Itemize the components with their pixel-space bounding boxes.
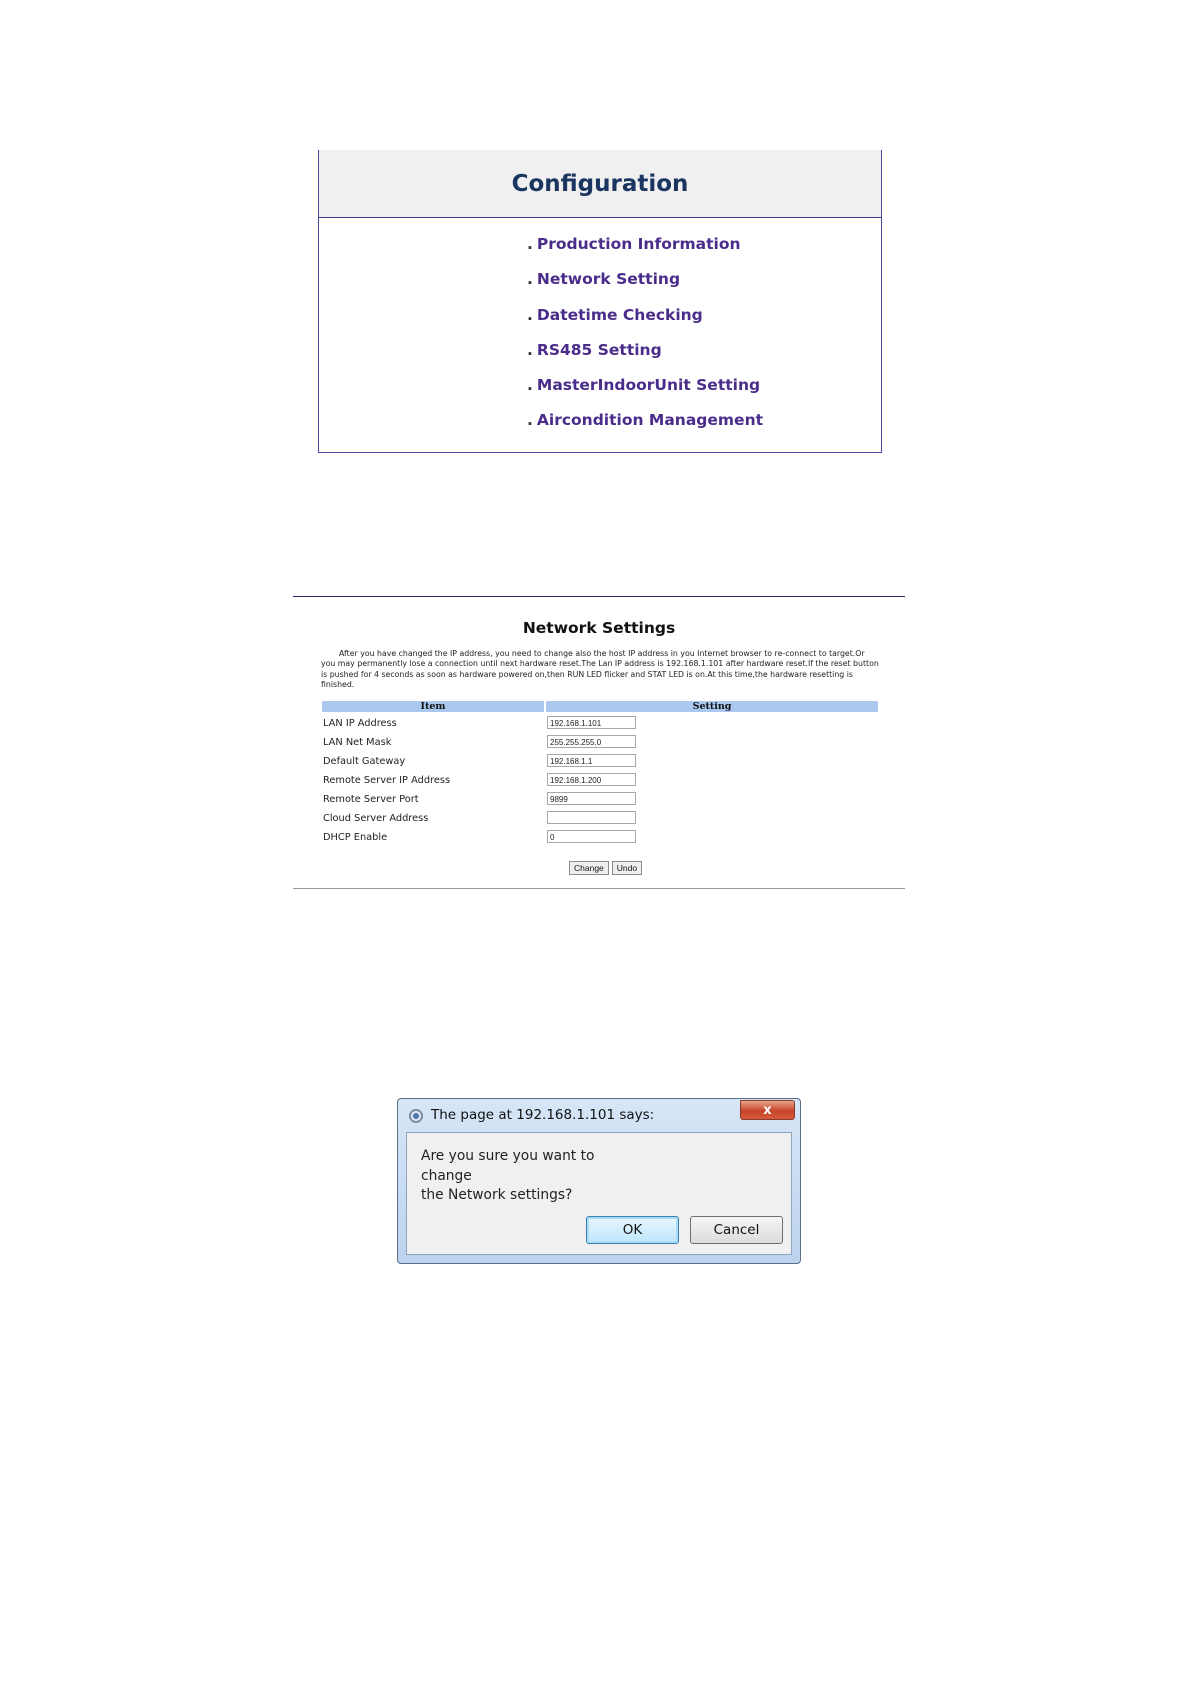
change-button[interactable]: Change [569, 861, 609, 875]
remote-server-ip-input[interactable]: 192.168.1.200 [547, 773, 636, 786]
table-row [322, 829, 878, 848]
dialog-message-line: Are you sure you want to change [421, 1148, 595, 1184]
menu-item-masterindoorunit-setting[interactable] [527, 376, 763, 411]
lan-ip-address-input[interactable]: 192.168.1.101 [547, 716, 636, 729]
network-settings-title: Network Settings [522, 619, 676, 637]
menu-item-production-information[interactable] [527, 235, 763, 270]
bullet: . [527, 376, 533, 395]
lan-ip-address-label: LAN IP Address [323, 718, 397, 729]
menu-item-datetime-checking[interactable] [527, 306, 763, 341]
cloud-server-address-label: Cloud Server Address [323, 813, 429, 824]
configuration-menu [527, 235, 763, 447]
dialog-title: The page at 192.168.1.101 says: [431, 1107, 655, 1123]
undo-button[interactable]: Undo [612, 861, 642, 875]
confirm-dialog [397, 1098, 801, 1264]
remote-server-port-input[interactable]: 9899 [547, 792, 636, 805]
cancel-button[interactable]: Cancel [690, 1216, 783, 1244]
ok-button[interactable]: OK [586, 1216, 679, 1244]
configuration-panel [318, 150, 882, 453]
remote-server-port-label: Remote Server Port [323, 794, 419, 805]
configuration-title: Configuration [511, 170, 689, 197]
network-settings-description: After you have changed the IP address, you need to change also the host IP address in you Internet browser to re-connect to target.Or you may permanently lose a connection until next hardware reset.The Lan IP address is 192.168.1.101 after hardware reset.If the reset button is pushed for 4 seconds as soon as hardware powered on,then RUN LED flicker and STAT LED is on.At this time,the hardware resetting is finished. [321, 649, 879, 689]
menu-item-label: Network Setting [536, 270, 681, 289]
close-button[interactable] [740, 1100, 795, 1120]
default-gateway-input[interactable]: 192.168.1.1 [547, 754, 636, 767]
default-gateway-label: Default Gateway [323, 756, 406, 767]
settings-table-header [322, 701, 878, 712]
table-row [322, 753, 878, 772]
browser-icon [409, 1109, 423, 1123]
menu-item-label: Aircondition Management [536, 411, 764, 430]
dialog-body [406, 1132, 792, 1255]
dialog-titlebar[interactable] [398, 1099, 800, 1131]
close-icon: x [763, 1103, 772, 1118]
configuration-header [319, 150, 881, 218]
menu-item-rs485-setting[interactable] [527, 341, 763, 376]
table-row [322, 772, 878, 791]
lan-net-mask-label: LAN Net Mask [323, 737, 392, 748]
column-header-item: Item [322, 701, 544, 712]
table-row [322, 810, 878, 829]
menu-item-label: Production Information [536, 235, 741, 253]
menu-item-label: Datetime Checking [536, 305, 703, 324]
network-actions [569, 861, 642, 875]
remote-server-ip-label: Remote Server IP Address [323, 775, 451, 786]
menu-item-aircondition-management[interactable] [527, 411, 763, 446]
table-row [322, 791, 878, 810]
lan-net-mask-input[interactable]: 255.255.255.0 [547, 735, 636, 748]
bullet: . [527, 235, 533, 253]
bullet: . [527, 305, 533, 324]
settings-table [322, 715, 878, 848]
network-settings-panel [293, 596, 905, 889]
bullet: . [527, 270, 533, 289]
menu-item-network-setting[interactable] [527, 270, 763, 305]
column-header-setting: Setting [546, 701, 878, 712]
bullet: . [527, 340, 533, 359]
dhcp-enable-input[interactable]: 0 [547, 830, 636, 843]
dialog-message [421, 1147, 641, 1206]
bullet: . [527, 411, 533, 430]
menu-item-label: RS485 Setting [536, 340, 662, 359]
table-row [322, 715, 878, 734]
dhcp-enable-label: DHCP Enable [323, 832, 388, 843]
cloud-server-address-input[interactable] [547, 811, 636, 824]
table-row [322, 734, 878, 753]
menu-item-label: MasterIndoorUnit Setting [536, 376, 761, 395]
dialog-message-line: the Network settings? [421, 1187, 573, 1203]
